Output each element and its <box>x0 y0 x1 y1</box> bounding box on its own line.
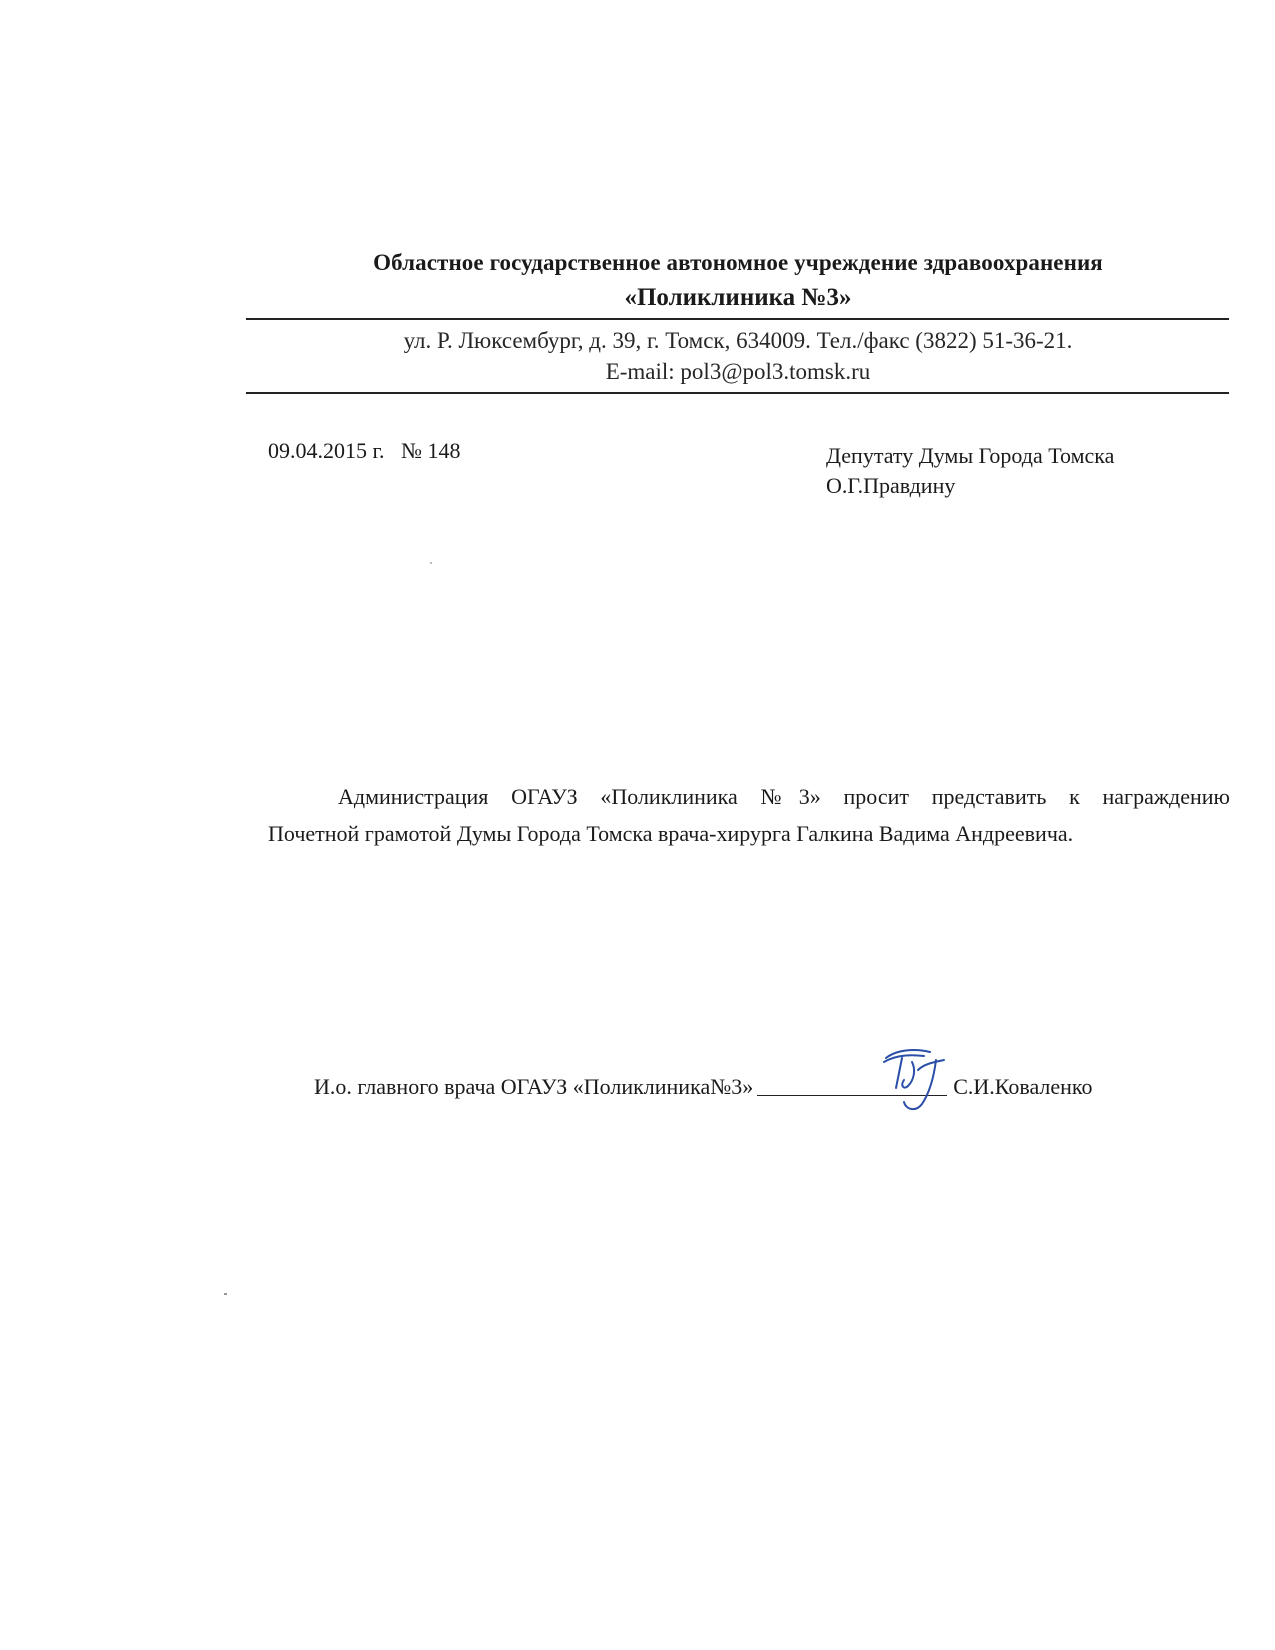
scan-speck <box>430 562 432 564</box>
organization-name: Областное государственное автономное учреждение здравоохранения <box>373 250 1103 275</box>
organization-email: E-mail: pol3@pol3.tomsk.ru <box>605 359 871 384</box>
header-divider-bottom <box>246 392 1229 394</box>
addressee-title: Депутату Думы Города Томска <box>826 443 1115 468</box>
addressee-block <box>826 441 1114 501</box>
signatory-name: С.И.Коваленко <box>953 1074 1093 1099</box>
document-date-number: 09.04.2015 г. № 148 <box>268 438 461 463</box>
organization-address: ул. Р. Люксембург, д. 39, г. Томск, 634009. Тел./факс (3822) 51-36-21. <box>403 328 1073 353</box>
addressee-name: О.Г.Правдину <box>826 473 956 498</box>
signatory-position: И.о. главного врача ОГАУЗ «Поликлиника№3» <box>314 1074 754 1099</box>
scan-speck <box>224 1293 227 1295</box>
body-line-2: Почетной грамотой Думы Города Томска врача-хирурга Галкина Вадима Андреевича. <box>268 821 1074 846</box>
handwritten-signature-icon <box>874 1040 984 1120</box>
header-divider-top <box>246 318 1229 320</box>
organization-title: «Поликлиника №3» <box>624 284 852 311</box>
letter-body <box>268 778 1230 852</box>
body-line-1: Администрация ОГАУЗ «Поликлиника №3» просит представить к награждению <box>338 784 1230 809</box>
